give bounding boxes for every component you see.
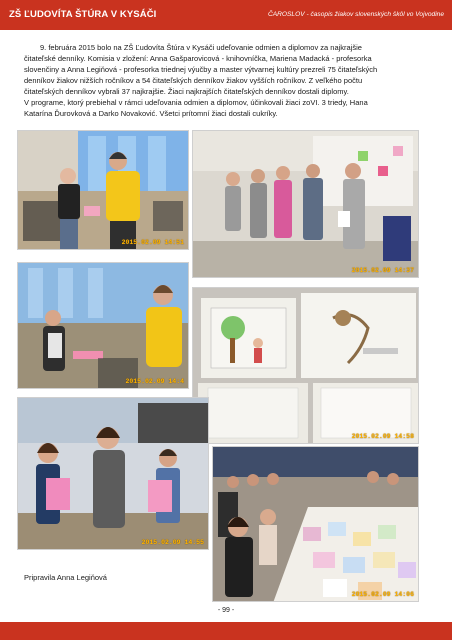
photo-woman-yellow-sweater-image	[18, 263, 189, 389]
photo-timestamp: 2015.02.09 14:06	[351, 591, 414, 598]
photo-award-handover	[17, 130, 189, 250]
photo-timestamp: 2015.02.09 14:4	[125, 378, 184, 385]
photo-students-with-diplomas	[192, 130, 419, 278]
photo-reading-diaries-drawings-image	[193, 288, 419, 444]
article-line: Katarína Ďurovková a Darko Novaković. Všetci prítomní žiaci dostali cukríky.	[24, 109, 278, 118]
article-text	[24, 42, 428, 119]
article-line: 9. februára 2015 bolo na ZŠ Ľudovíta Štúra v Kysáči udeľovanie odmien a diplomov za najkrajšie	[40, 43, 362, 52]
photo-diaries-on-tables-image	[213, 447, 419, 602]
photo-two-girls-teacher-boy	[17, 397, 209, 550]
author-caption: Pripravila Anna Legiňová	[24, 573, 107, 582]
photo-reading-diaries-drawings	[192, 287, 419, 444]
page-header	[0, 0, 452, 30]
journal-name: ČAROSLOV - časopis žiakov slovenských škôl vo Vojvodine	[267, 11, 444, 18]
school-name: ZŠ ĽUDOVÍTA ŠTÚRA V KYSÁČI	[9, 9, 157, 20]
article-line: V programe, ktorý prebiehal v rámci udeľovania odmien a diplomov, účinkovali žiaci zoVI. 3 triedy, Hana	[24, 98, 368, 107]
photo-award-handover-image	[18, 131, 189, 250]
photo-diaries-on-tables	[212, 446, 419, 602]
article-line: slovenčiny a Anna Legiňová - profesorka triednej výučby a master výtvarnej kultúry prezreli 75 čitateľských	[24, 65, 378, 74]
photo-timestamp: 2015.02.09 14:37	[351, 267, 414, 274]
article-line: denníkov žiakov nižších ročníkov a 54 čitateľských denníkov žiakov vyšších ročníkov. Z veľkého počtu	[24, 76, 363, 85]
article-line: čitateľských denníkov vybrali 37 najkrajšie. Žiaci najkrajších čitateľských denníkov dostali diplomy.	[24, 87, 349, 96]
photo-timestamp: 2015.02.09 14:51	[121, 239, 184, 246]
photo-timestamp: 2015.02.09 14:58	[351, 433, 414, 440]
footer-bar	[0, 622, 452, 640]
photo-woman-yellow-sweater	[17, 262, 189, 389]
page-number: - 99 -	[217, 607, 235, 614]
photo-students-with-diplomas-image	[193, 131, 419, 278]
article-line: čitateľské denníky. Komisia v zložení: Anna Gašparovicová - knihovníčka, Mariena Madacká - profesorka	[24, 54, 372, 63]
photo-two-girls-teacher-boy-image	[18, 398, 209, 550]
photo-timestamp: 2015.02.09 14:55	[141, 539, 204, 546]
